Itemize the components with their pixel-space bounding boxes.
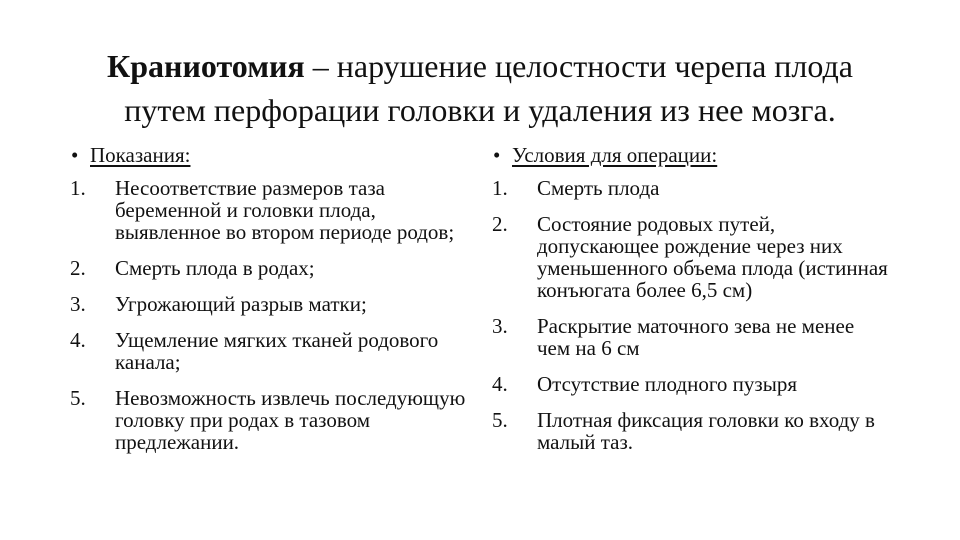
- item-text: Угрожающий разрыв матки;: [115, 292, 367, 316]
- bullet-icon: •: [71, 143, 79, 167]
- list-item: [70, 329, 470, 373]
- conditions-heading: [492, 144, 892, 166]
- item-number: 4.: [70, 328, 86, 352]
- item-number: 2.: [492, 212, 508, 236]
- title-line-2: путем перфорации головки и удаления из нее мозга.: [124, 92, 836, 128]
- list-item: [492, 315, 892, 359]
- item-number: 4.: [492, 372, 508, 396]
- list-item: [70, 177, 470, 243]
- indications-heading-text: Показания:: [90, 143, 191, 167]
- item-number: 5.: [492, 408, 508, 432]
- bullet-icon: •: [493, 143, 501, 167]
- item-number: 3.: [492, 314, 508, 338]
- list-item: [492, 373, 892, 395]
- item-text: Отсутствие плодного пузыря: [537, 372, 797, 396]
- title-term: Краниотомия: [107, 48, 305, 84]
- list-item: [70, 293, 470, 315]
- item-text: Смерть плода: [537, 176, 660, 200]
- item-text: Невозможность извлечь последующую головку при родах в тазовом предлежании.: [115, 386, 466, 454]
- list-item: [492, 213, 892, 301]
- title-definition: – нарушение целостности черепа плода: [304, 48, 853, 84]
- item-text: Раскрытие маточного зева не менее чем на 6 см: [537, 314, 855, 360]
- item-text: Состояние родовых путей, допускающее рождение через них уменьшенного объема плода (истинная конъюгата более 6,5 см): [537, 212, 888, 302]
- item-number: 3.: [70, 292, 86, 316]
- list-item: [70, 257, 470, 279]
- item-text: Плотная фиксация головки ко входу в малый таз.: [537, 408, 875, 454]
- item-number: 1.: [492, 176, 508, 200]
- list-item: [492, 409, 892, 453]
- item-text: Смерть плода в родах;: [115, 256, 315, 280]
- list-item: [70, 387, 470, 453]
- indications-column: [70, 144, 470, 467]
- item-text: Ущемление мягких тканей родового канала;: [115, 328, 439, 374]
- title-line-1: [0, 44, 960, 88]
- list-item: [492, 177, 892, 199]
- item-number: 1.: [70, 176, 86, 200]
- item-number: 2.: [70, 256, 86, 280]
- slide-title: [0, 44, 960, 132]
- conditions-column: [492, 144, 892, 467]
- conditions-heading-text: Условия для операции:: [512, 143, 718, 167]
- item-text: Несоответствие размеров таза беременной и головки плода, выявленное во втором периоде родов;: [115, 176, 455, 244]
- indications-heading: [70, 144, 470, 166]
- item-number: 5.: [70, 386, 86, 410]
